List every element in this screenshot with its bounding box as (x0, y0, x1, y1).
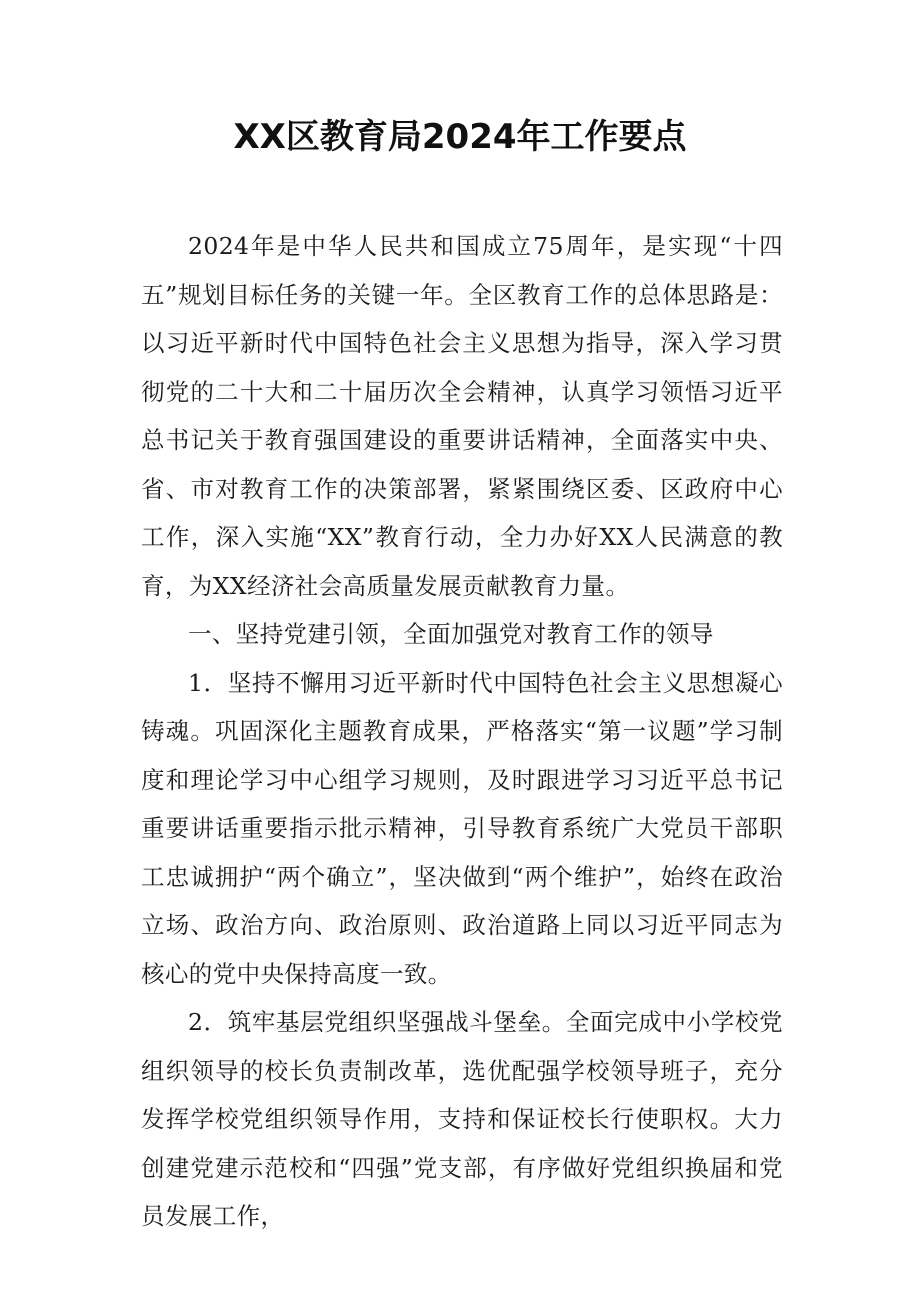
document-title: XX区教育局2024年工作要点 (233, 117, 687, 157)
item-paragraph-1: 1．坚持不懈用习近平新时代中国特色社会主义思想凝心铸魂。巩固深化主题教育成果，严格落实“第一议题”学习制度和理论学习中心组学习规则，及时跟进学习习近平总书记重要讲话重要指示批示精神，引导教育系统广大党员干部职工忠诚拥护“两个确立”，坚决做到“两个维护”，始终在政治立场、政治方向、政治原则、政治道路上同以习近平同志为核心的党中央保持高度一致。 (141, 668, 783, 988)
section-heading-1: 一、坚持党建引领，全面加强党对教育工作的领导 (188, 620, 714, 648)
item-paragraph-2: 2．筑牢基层党组织坚强战斗堡垒。全面完成中小学校党组织领导的校长负责制改革，选优配强学校领导班子，充分发挥学校党组织领导作用，支持和保证校长行使职权。大力创建党建示范校和“四强”党支部，有序做好党组织换届和党员发展工作， (141, 1008, 783, 1230)
intro-paragraph: 2024年是中华人民共和国成立75周年，是实现“十四五”规划目标任务的关键一年。全区教育工作的总体思路是：以习近平新时代中国特色社会主义思想为指导，深入学习贯彻党的二十大和二十届历次全会精神，认真学习领悟习近平总书记关于教育强国建设的重要讲话精神，全面落实中央、省、市对教育工作的决策部署，紧紧围绕区委、区政府中心工作，深入实施“XX”教育行动，全力办好XX人民满意的教育，为XX经济社会高质量发展贡献教育力量。 (141, 232, 783, 600)
document-body (141, 222, 783, 1241)
